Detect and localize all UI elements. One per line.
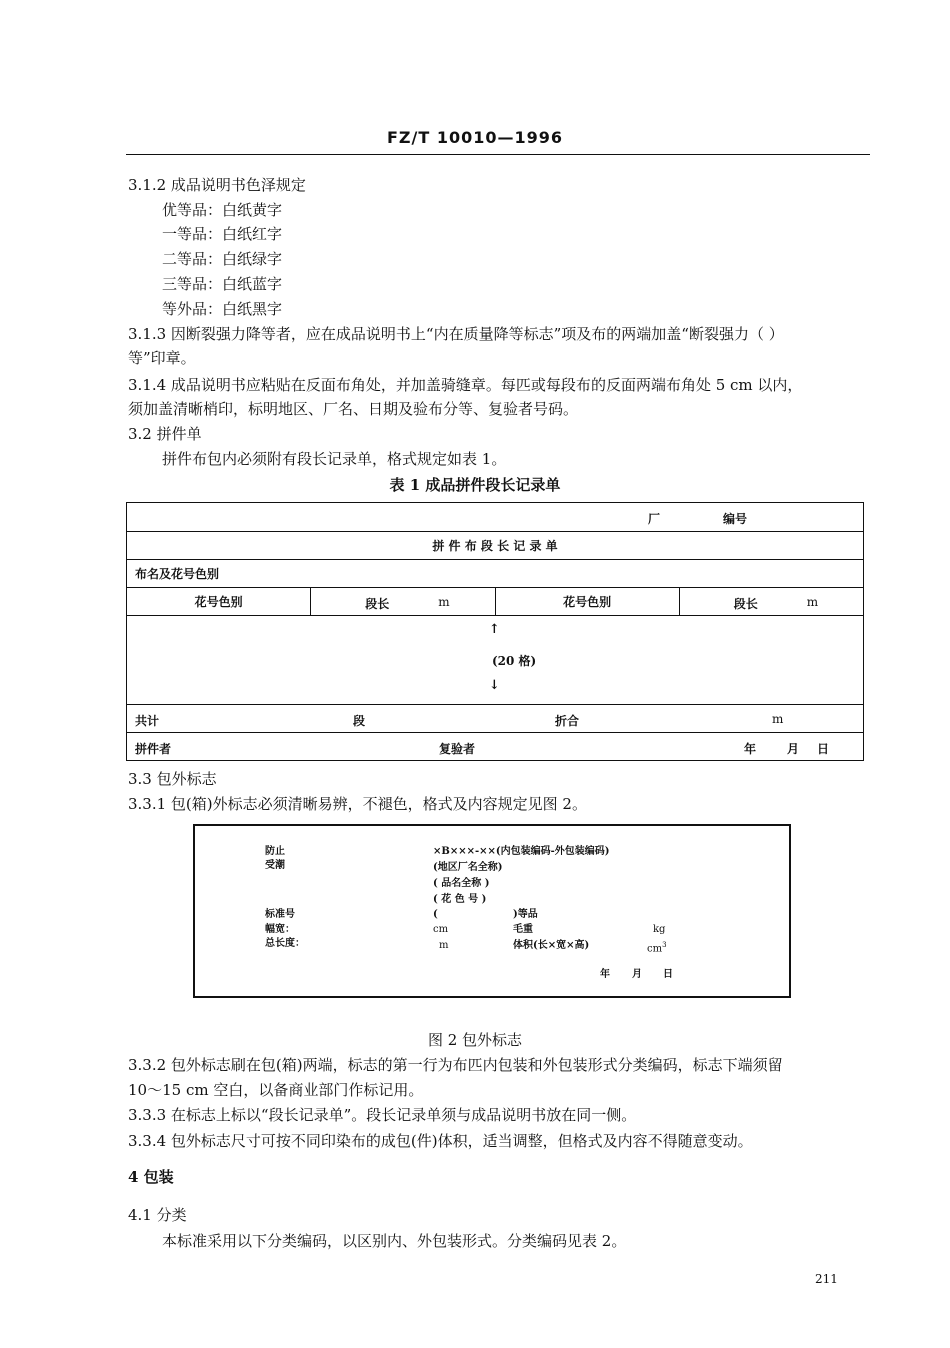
table-row xyxy=(127,705,864,733)
section-4-title: 4 包装 xyxy=(128,1168,174,1186)
header-rule xyxy=(126,154,870,155)
color-rule-item: 一等品：白纸红字 xyxy=(162,225,283,243)
section-4-1-text: 本标准采用以下分类编码，以区别内、外包装形式。分类编码见表 2。 xyxy=(162,1232,627,1250)
date-year: 年 xyxy=(744,742,757,756)
package-label-figure xyxy=(193,824,791,998)
color-rule-item: 等外品：白纸黑字 xyxy=(162,300,283,318)
section-4-1-title: 4.1 分类 xyxy=(128,1206,187,1224)
table-1-caption: 表 1 成品拼件段长记录单 xyxy=(389,476,561,494)
factory-name-field: (地区厂名全称) xyxy=(433,862,503,873)
volume-unit: $cm^3$ xyxy=(647,941,667,955)
section-3-1-3-line1: 3.1.3 因断裂强力降等者，应在成品说明书上“内在质量降等标志”项及布的两端加盖“断裂强力（ ） xyxy=(128,325,784,343)
column-header: 段长 m xyxy=(679,588,863,616)
document-header: FZ/T 10010—1996 xyxy=(386,128,564,147)
section-3-3-4-text: 3.3.4 包外标志尺寸可按不同印染布的成包(件)体积，适当调整，但格式及内容不得随意变动。 xyxy=(128,1132,753,1150)
converted-unit: m xyxy=(772,712,784,726)
segments-label: 段 xyxy=(353,714,366,728)
converted-label: 折合 xyxy=(555,714,580,728)
standard-no-label: 标准号 xyxy=(265,909,295,920)
fang-zhi-label: 防止 xyxy=(265,846,285,857)
table-row xyxy=(127,733,864,761)
assembler-label: 拼件者 xyxy=(135,742,172,756)
column-header: 段长 m xyxy=(311,588,495,616)
fig-year: 年 xyxy=(600,969,610,980)
weight-unit: kg xyxy=(653,924,666,935)
grid-count-note: (20 格) xyxy=(492,654,537,668)
column-header: 花号色别 xyxy=(495,588,679,616)
grade-label: )等品 xyxy=(513,909,538,920)
shou-chao-label: 受潮 xyxy=(265,860,285,871)
fig-month: 月 xyxy=(632,969,642,980)
figure-2-caption: 图 2 包外标志 xyxy=(427,1031,523,1049)
section-3-3-2-line2: 10～15 cm 空白，以备商业部门作标记用。 xyxy=(128,1081,424,1099)
section-3-3-2-line1: 3.3.2 包外标志刷在包(箱)两端，标志的第一行为布匹内包装和外包装形式分类编码，标志下端须留 xyxy=(128,1056,783,1074)
arrow-up-icon: ↑ xyxy=(489,622,500,637)
total-label: 共计 xyxy=(135,714,160,728)
table-row xyxy=(127,588,864,616)
date-month: 月 xyxy=(787,742,800,756)
table-row xyxy=(127,560,864,588)
volume-label: 体积(长×宽×高) xyxy=(513,940,590,951)
table-row xyxy=(127,532,864,560)
section-3-3-3-text: 3.3.3 在标志上标以“段长记录单”。段长记录单须与成品说明书放在同一侧。 xyxy=(128,1106,637,1124)
gross-weight-label: 毛重 xyxy=(513,924,533,935)
rechecker-label: 复验者 xyxy=(439,742,476,756)
product-name-field: ( 品名全称 ) xyxy=(433,878,490,889)
table-title: 拼 件 布 段 长 记 录 单 xyxy=(127,532,864,560)
section-3-2-title: 3.2 拼件单 xyxy=(128,425,202,443)
cloth-name-label: 布名及花号色别 xyxy=(127,560,864,588)
width-label: 幅宽： xyxy=(265,924,295,935)
section-3-1-3-line2: 等”印章。 xyxy=(128,349,196,367)
package-code: ×B×××-××(内包装编码-外包装编码) xyxy=(433,846,610,857)
color-rule-item: 二等品：白纸绿字 xyxy=(162,250,283,268)
color-no-field: ( 花 色 号 ) xyxy=(433,894,487,905)
factory-label: 厂 xyxy=(648,512,661,526)
table-row xyxy=(127,503,864,532)
color-rule-item: 优等品：白纸黄字 xyxy=(162,201,283,219)
width-unit: cm xyxy=(433,924,449,935)
length-unit: m xyxy=(439,940,449,951)
section-3-1-4-line1: 3.1.4 成品说明书应粘贴在反面布角处，并加盖骑缝章。每匹或每段布的反面两端布角处 5 cm 以内， xyxy=(128,376,803,394)
number-label: 编号 xyxy=(723,512,748,526)
total-length-label: 总长度： xyxy=(265,938,305,949)
fig-day: 日 xyxy=(663,969,673,980)
section-3-3-1-text: 3.3.1 包(箱)外标志必须清晰易辨，不褪色，格式及内容规定见图 2。 xyxy=(128,795,587,813)
color-rule-item: 三等品：白纸蓝字 xyxy=(162,275,283,293)
section-3-3-title: 3.3 包外标志 xyxy=(128,770,217,788)
section-3-2-text: 拼件布包内必须附有段长记录单，格式规定如表 1。 xyxy=(162,450,507,468)
date-day: 日 xyxy=(817,742,830,756)
segment-record-table xyxy=(126,502,864,761)
page-number: 211 xyxy=(815,1272,838,1286)
table-row xyxy=(127,616,864,705)
section-3-1-2-title: 3.1.2 成品说明书色泽规定 xyxy=(128,176,306,194)
arrow-down-icon: ↓ xyxy=(489,678,500,693)
section-3-1-4-line2: 须加盖清晰梢印，标明地区、厂名、日期及验布分等、复验者号码。 xyxy=(128,400,579,418)
column-header: 花号色别 xyxy=(127,588,311,616)
grade-open: ( xyxy=(433,909,438,920)
